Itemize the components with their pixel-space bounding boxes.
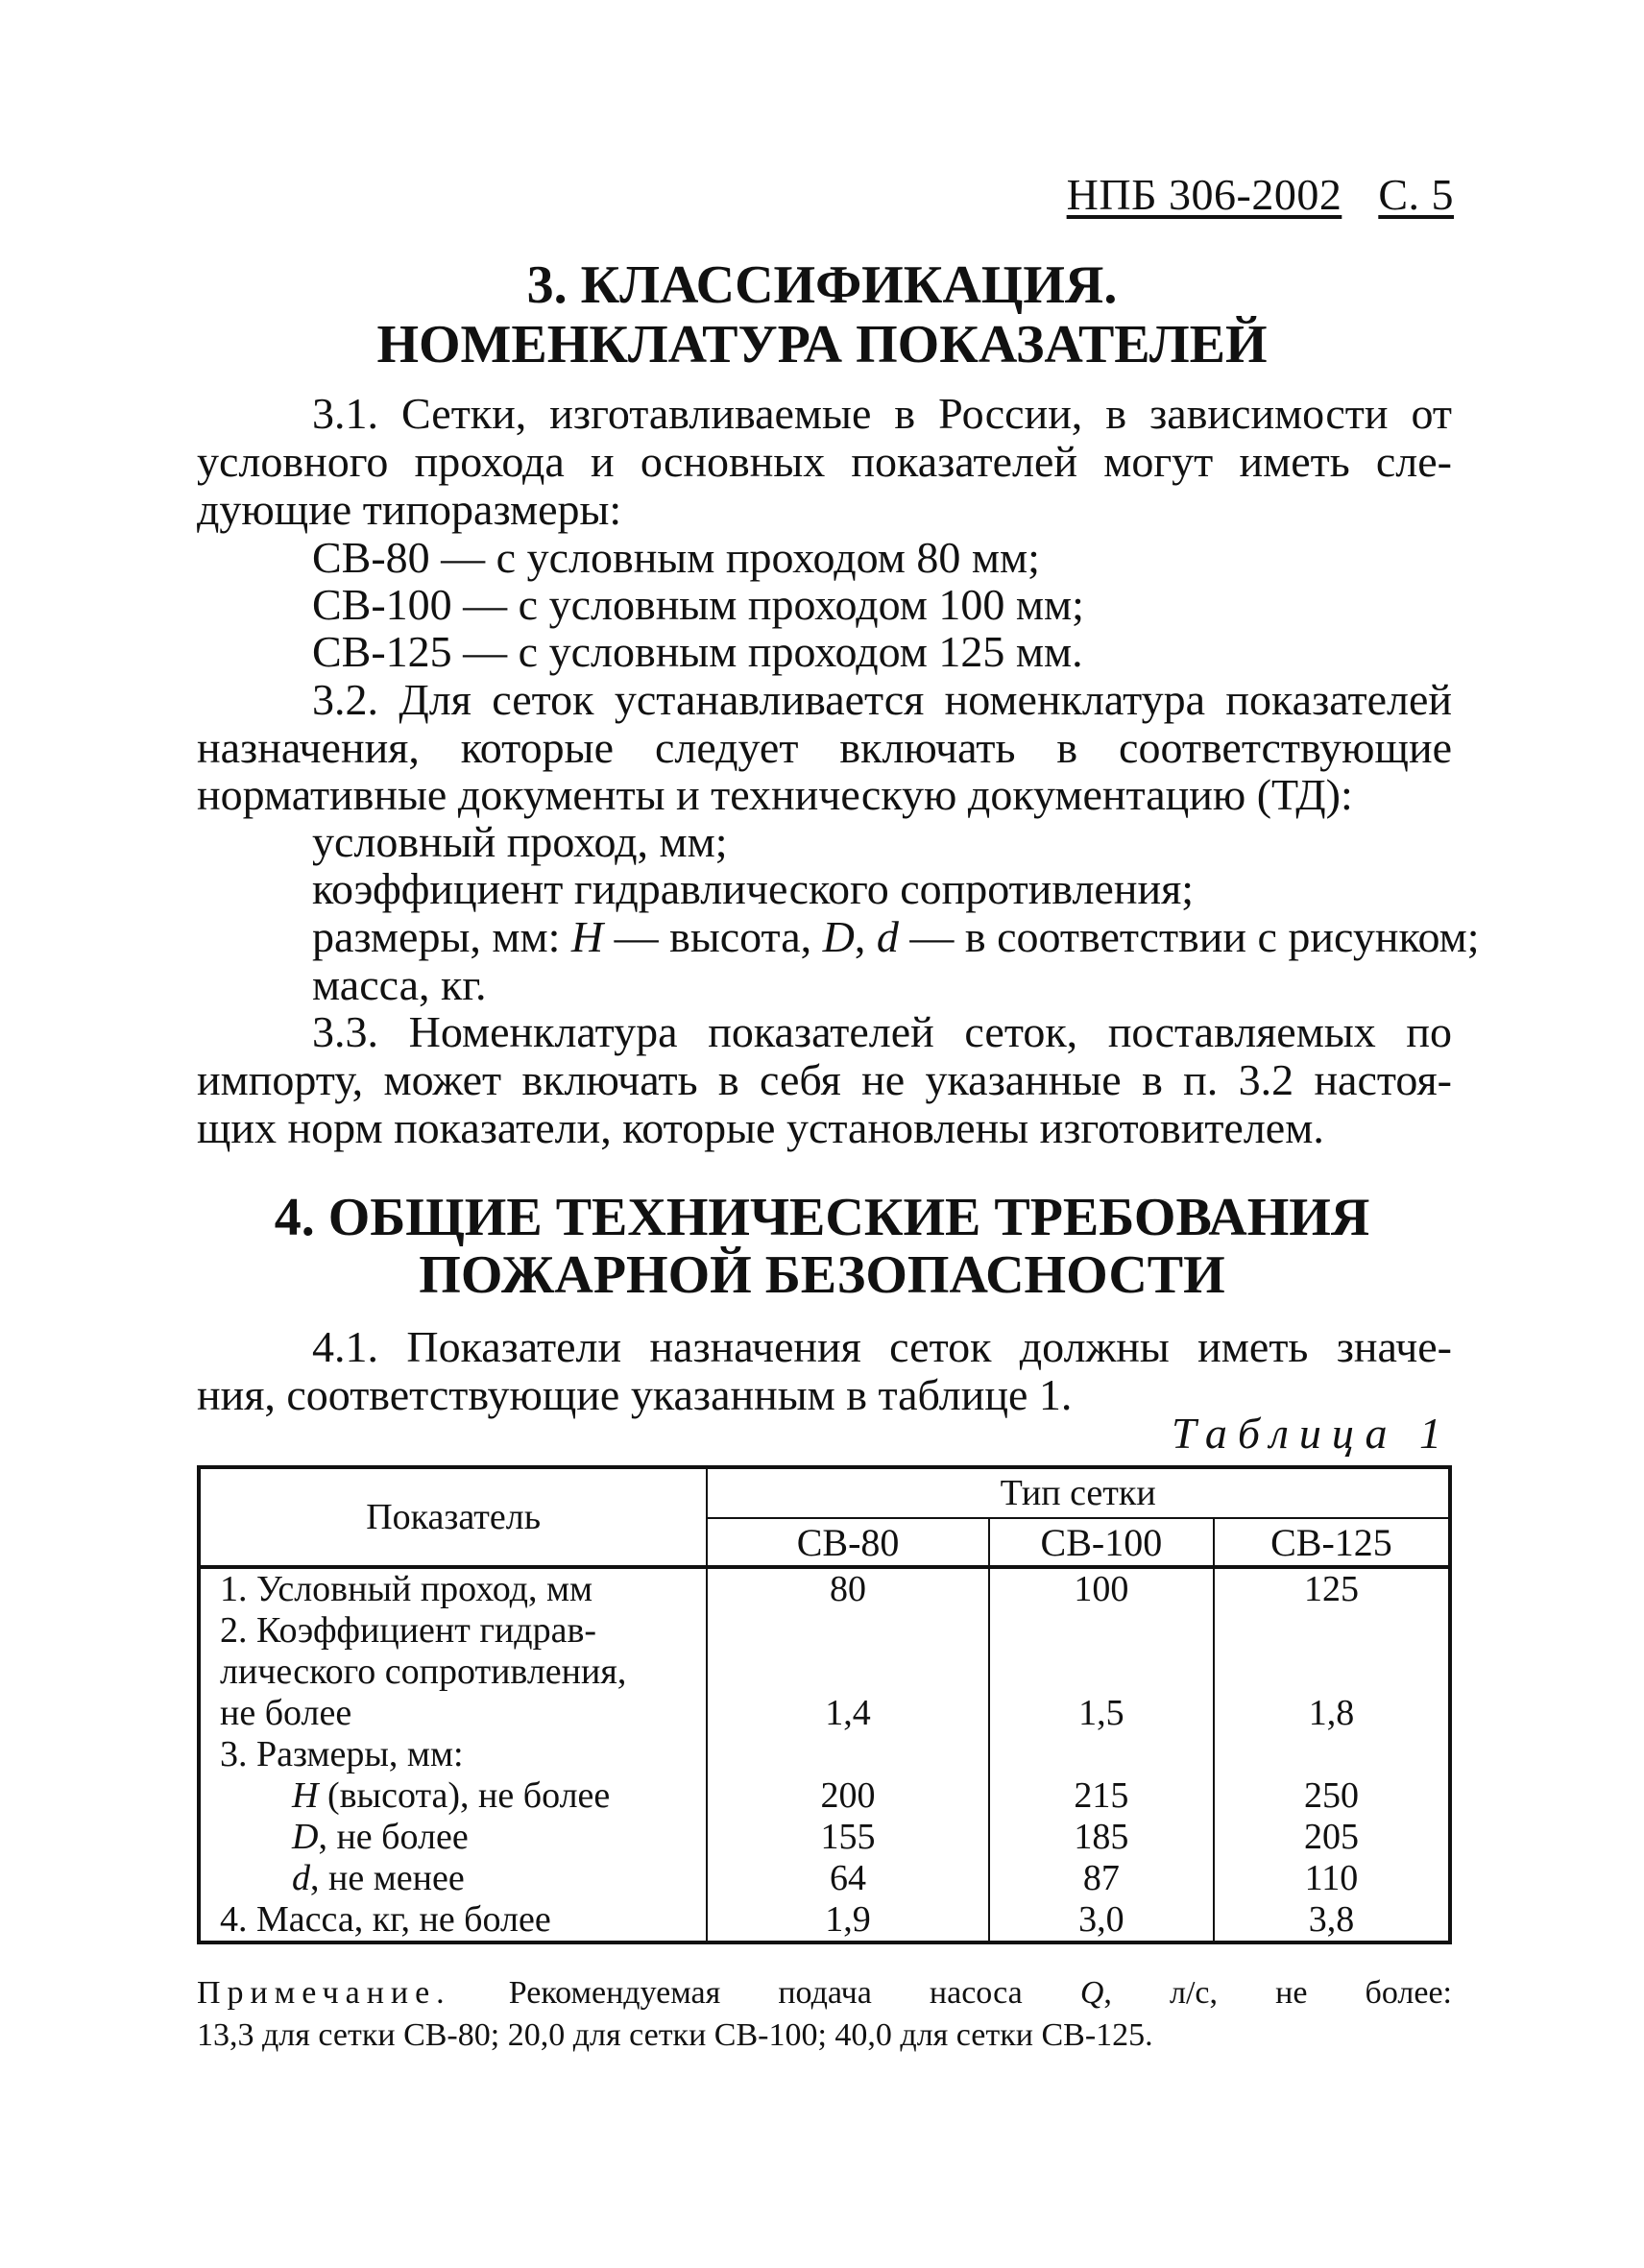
type-sv100-line: СВ-100 — с условным проходом 100 мм; — [312, 580, 1084, 629]
item-nominal-bore: условный проход, мм; — [312, 817, 728, 866]
para-4-1-line-2: ния, соответствующие указанным в таблице 1. — [197, 1370, 1073, 1419]
note-line-2: 13,3 для сетки СВ-80; 20,0 для сетки СВ-100; 40,0 для сетки СВ-125. — [197, 2017, 1153, 2053]
table-note — [197, 1972, 1452, 2057]
table-row: D, не более 155 185 205 — [199, 1817, 1450, 1858]
header-doc-number: НПБ 306-2002 — [1066, 170, 1342, 219]
para-3-2-line-1: 3.2. Для сеток устанавливается номенклатура показателей — [312, 675, 1452, 724]
section-4-title-line-1: 4. ОБЩИЕ ТЕХНИЧЕСКИЕ ТРЕБОВАНИЯ — [274, 1188, 1370, 1247]
header-page-number: С. 5 — [1378, 170, 1454, 219]
para-3-2-line-3: нормативные документы и техническую документацию (ТД): — [197, 770, 1353, 819]
para-4-1-line-1: 4.1. Показатели назначения сеток должны иметь значе- — [312, 1322, 1452, 1371]
note-line-1: Примечание. Рекомендуемая подача насоса Q, л/с, не более: — [197, 1975, 1452, 2011]
item-dimensions: размеры, мм: H — высота, D, d — в соответствии с рисунком; — [312, 912, 1480, 961]
note-label: Примечание. — [197, 1975, 451, 2011]
table-row: не более 1,4 1,5 1,8 — [199, 1693, 1450, 1734]
table-row: d, не менее 64 87 110 — [199, 1858, 1450, 1899]
item-hydraulic-coefficient: коэффициент гидравлического сопротивления; — [312, 864, 1195, 913]
section-3-title-line-2: НОМЕНКЛАТУРА ПОКАЗАТЕЛЕЙ — [376, 315, 1268, 374]
section-3-title-line-1: 3. КЛАССИФИКАЦИЯ. — [526, 255, 1118, 315]
table-row: 4. Масса, кг, не более 1,9 3,0 3,8 — [199, 1899, 1450, 1942]
table-row: H (высота), не более 200 215 250 — [199, 1775, 1450, 1817]
table-row: 3. Размеры, мм: — [199, 1734, 1450, 1775]
header-sv80: СВ-80 — [707, 1518, 988, 1567]
para-3-1-line-1: 3.1. Сетки, изготавливаемые в России, в зависимости от — [312, 389, 1452, 438]
header-sv100: СВ-100 — [989, 1518, 1214, 1567]
header-mesh-type: Тип сетки — [707, 1467, 1450, 1518]
table-row: 1. Условный проход, мм 80 100 125 — [199, 1567, 1450, 1610]
para-3-3-line-3: щих норм показатели, которые установлены изготовителем. — [197, 1103, 1324, 1152]
running-header — [1067, 169, 1454, 220]
type-sv80-line: СВ-80 — с условным проходом 80 мм; — [312, 533, 1040, 582]
item-mass: масса, кг. — [312, 960, 487, 1009]
table-row: лического сопротивления, — [199, 1652, 1450, 1693]
table-row: 2. Коэффициент гидрав- — [199, 1610, 1450, 1652]
header-sv125: СВ-125 — [1214, 1518, 1450, 1567]
header-indicator: Показатель — [199, 1467, 707, 1567]
para-3-1-line-2: условного прохода и основных показателей могут иметь сле- — [197, 437, 1452, 486]
type-sv125-line: СВ-125 — с условным проходом 125 мм. — [312, 627, 1083, 676]
table-caption: Таблица 1 — [1171, 1409, 1452, 1458]
para-3-2-line-2: назначения, которые следует включать в соответствующие — [197, 723, 1452, 772]
para-3-3-line-1: 3.3. Номенклатура показателей сеток, поставляемых по — [312, 1007, 1452, 1056]
section-4-title-line-2: ПОЖАРНОЙ БЕЗОПАСНОСТИ — [419, 1245, 1225, 1305]
para-3-1-line-3: дующие типоразмеры: — [197, 485, 622, 534]
para-3-3-line-2: импорту, может включать в себя не указанные в п. 3.2 настоя- — [197, 1055, 1452, 1104]
table-1 — [197, 1465, 1452, 1944]
